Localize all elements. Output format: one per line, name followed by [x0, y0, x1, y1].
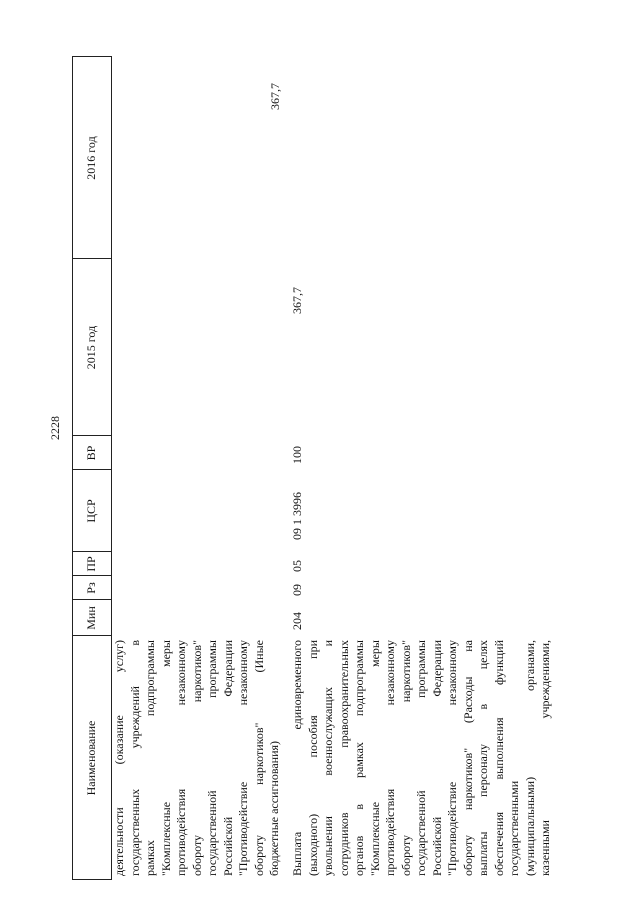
text-line: увольнении военнослужащих и [321, 640, 335, 876]
text-line: казенными учреждениями, [538, 640, 552, 876]
header-2016: 2016 год [83, 136, 98, 180]
header-vr: ВР [83, 445, 98, 461]
text-line: "Комплексные меры [158, 640, 173, 876]
text-line: органов в рамках подпрограммы [352, 640, 366, 876]
budget-table [72, 56, 632, 880]
text-line: обеспечения выполнения функций [491, 640, 506, 876]
header-name: Наименование [83, 720, 98, 796]
row2-pr-value: 05 [290, 560, 304, 572]
header-csr: ЦСР [83, 499, 98, 523]
text-line: (выходного) пособия при [305, 640, 320, 876]
text-line: Российской Федерации [220, 640, 235, 876]
text-line: обороту наркотиков" (Иные [251, 640, 266, 876]
text-line: Российской Федерации [429, 640, 444, 876]
text-line: государственной программы [205, 640, 219, 876]
row2-csr-value: 09 1 3996 [290, 492, 304, 540]
text-line: "Противодействие незаконному [445, 640, 459, 876]
row2-2015-value: 367,7 [290, 287, 304, 314]
text-line: сотрудников правоохранительных [336, 640, 351, 876]
row1-name [112, 640, 283, 876]
text-line: противодействия незаконному [383, 640, 397, 876]
text-line: выплаты персоналу в целях [476, 640, 490, 876]
text-line: рамках подпрограммы [143, 640, 157, 876]
text-line: (муниципальными) органами, [522, 640, 537, 876]
text-line: бюджетные ассигнования) [267, 740, 281, 876]
text-line: "Противодействие незаконному [236, 640, 250, 876]
text-line: деятельности (оказание услуг) [112, 640, 126, 876]
text-line: Выплата единовременного [290, 640, 304, 876]
header-min: Мин [83, 606, 98, 630]
row2-rz-value: 09 [290, 584, 304, 596]
text-line: государственных учреждений в [127, 640, 142, 876]
row2-name [290, 640, 554, 876]
text-line: обороту наркотиков" [189, 640, 204, 876]
header-pr: ПР [83, 556, 98, 572]
text-line: обороту наркотиков" [398, 640, 413, 876]
page-number: 2228 [48, 416, 62, 440]
header-2015: 2015 год [83, 325, 98, 370]
text-line: обороту наркотиков" (Расходы на [460, 640, 475, 876]
text-line: противодействия незаконному [174, 640, 188, 876]
row2-min-value: 204 [290, 612, 304, 630]
header-rz: Рз [83, 582, 98, 594]
text-line: государственной программы [414, 640, 428, 876]
row2-vr-value: 100 [290, 446, 304, 464]
text-line: государственными [507, 780, 521, 876]
text-line: "Комплексные меры [367, 640, 382, 876]
row1-2016-value: 367,7 [268, 83, 282, 110]
